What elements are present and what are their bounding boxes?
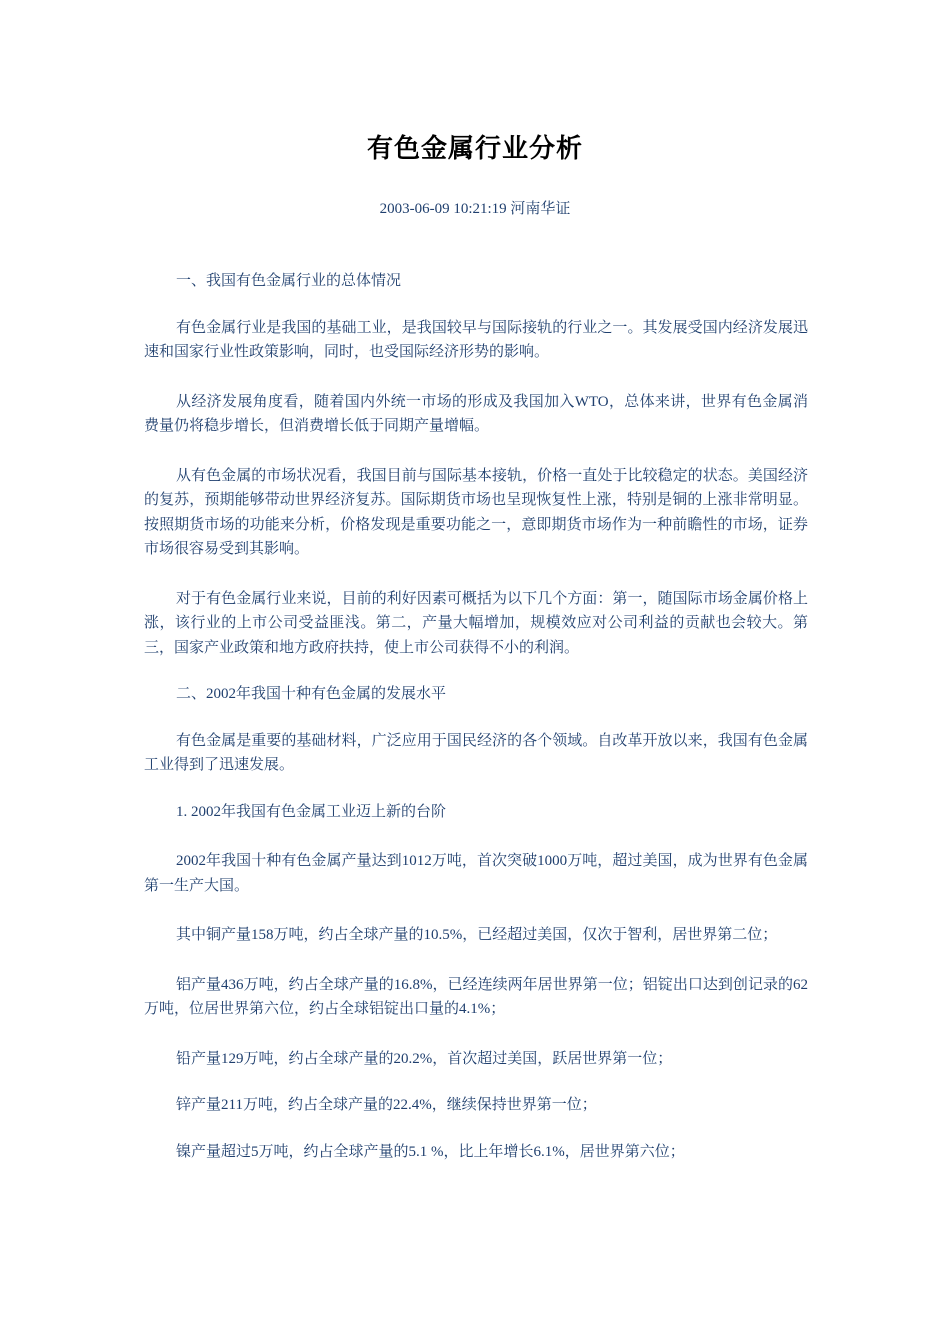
- document-meta: 2003-06-09 10:21:19 河南华证: [379, 201, 571, 217]
- paragraph: 从经济发展角度看，随着国内外统一市场的形成及我国加入WTO，总体来讲，世界有色金属消费量仍将稳步增长，但消费增长低于同期产量增幅。: [144, 393, 808, 434]
- paragraph: 锌产量211万吨，约占全球产量的22.4%，继续保持世界第一位；: [176, 1097, 597, 1113]
- paragraph: 其中铜产量158万吨，约占全球产量的10.5%，已经超过美国，仅次于智利，居世界第二位；: [176, 927, 778, 943]
- paragraph: 镍产量超过5万吨，约占全球产量的5.1 %，比上年增长6.1%，居世界第六位；: [176, 1143, 685, 1160]
- paragraph: 从有色金属的市场状况看，我国目前与国际基本接轨，价格一直处于比较稳定的状态。美国经济的复苏，预期能够带动世界经济复苏。国际期货市场也呈现恢复性上涨，特别是铜的上涨非常明显。按照期货市场的功能来分析，价格发现是重要功能之一，意即期货市场作为一种前瞻性的市场，证券市场很容易受到其影响。: [144, 467, 808, 557]
- paragraph: 2002年我国十种有色金属产量达到1012万吨，首次突破1000万吨，超过美国，成为世界有色金属第一生产大国。: [144, 853, 808, 894]
- document-body: [144, 269, 808, 1189]
- section-heading-2: 二、2002年我国十种有色金属的发展水平: [176, 686, 447, 702]
- section-heading-1: 一、我国有色金属行业的总体情况: [176, 273, 402, 289]
- paragraph: 对于有色金属行业来说，目前的利好因素可概括为以下几个方面：第一，随国际市场金属价格上涨，该行业的上市公司受益匪浅。第二，产量大幅增加，规模效应对公司利益的贡献也会较大。第三，国家产业政策和地方政府扶持，使上市公司获得不小的利润。: [144, 590, 808, 656]
- paragraph: 有色金属行业是我国的基础工业，是我国较早与国际接轨的行业之一。其发展受国内经济发展迅速和国家行业性政策影响，同时，也受国际经济形势的影响。: [144, 319, 808, 360]
- document-title: 有色金属行业分析: [366, 134, 583, 164]
- paragraph: 有色金属是重要的基础材料，广泛应用于国民经济的各个领域。自改革开放以来，我国有色金属工业得到了迅速发展。: [144, 732, 808, 773]
- paragraph: 铅产量129万吨，约占全球产量的20.2%，首次超过美国，跃居世界第一位；: [176, 1050, 673, 1067]
- paragraph: 铝产量436万吨，约占全球产量的16.8%，已经连续两年居世界第一位；铝锭出口达到创记录的62万吨，位居世界第六位，约占全球铝锭出口量的4.1%；: [144, 976, 808, 1017]
- subsection-heading: 1. 2002年我国有色金属工业迈上新的台阶: [176, 803, 447, 820]
